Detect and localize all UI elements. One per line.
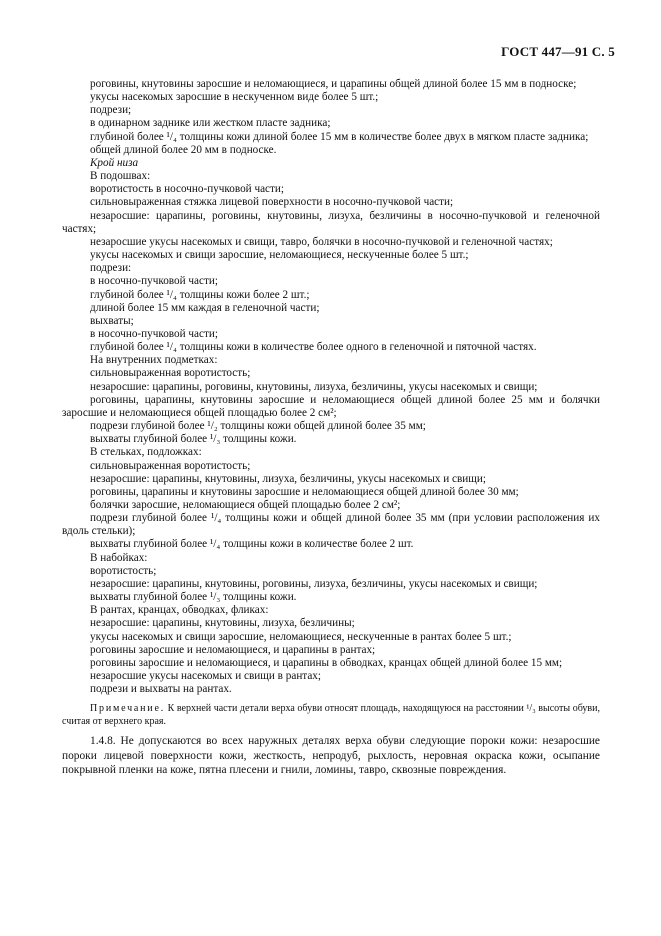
- list-line: сильновыраженная воротистость;: [90, 367, 251, 380]
- document-body: [62, 78, 600, 777]
- list-line: выхваты глубиной более ¹/₃ толщины кожи.: [90, 433, 297, 446]
- list-line: выхваты;: [90, 314, 134, 327]
- list-line: воротистость;: [90, 564, 157, 577]
- list-line: На внутренних подметках:: [90, 354, 218, 367]
- paragraph-1-4-8: 1.4.8. Не допускаются во всех наружных деталях верха обуви следующие пороки кожи: незаросшие пороки лицевой поверхности кожи, жесткость, непродуб, рыхлость, неровная окраска кожи, осыпание покрывной пленки на коже, пятна плесени и гнили, ломины, тавро, сквозные повреждения.: [62, 735, 600, 776]
- list-line: воротистость в носочно-пучковой части;: [90, 183, 284, 196]
- list-line: глубиной более ¹/₄ толщины кожи более 2 шт.;: [90, 288, 310, 301]
- list-line: глубиной более ¹/₄ толщины кожи в количестве более одного в геленочной и пяточной частях.: [90, 341, 537, 354]
- list-line: в одинарном заднике или жестком пласте задника;: [90, 117, 331, 130]
- list-line: В рантах, кранцах, обводках, фликах:: [90, 604, 269, 617]
- list-line: общей длиной более 20 мм в подноске.: [90, 143, 277, 156]
- list-line: сильновыраженная стяжка лицевой поверхности в носочно-пучковой части;: [90, 196, 454, 209]
- list-line: сильновыраженная воротистость;: [90, 459, 251, 472]
- list-line: роговины заросшие и неломающиеся, и царапины в рантах;: [90, 643, 376, 656]
- defect-list: [62, 78, 600, 696]
- list-line: незаросшие: царапины, кнутовины, роговины, лизуха, безличины, укусы насекомых и свищи;: [90, 577, 538, 590]
- list-line: незаросшие: царапины, кнутовины, лизуха, безличины, укусы насекомых и свищи;: [90, 472, 486, 485]
- list-line: подрези и выхваты на рантах.: [90, 683, 232, 696]
- note-label: Примечание.: [90, 703, 166, 715]
- list-line: болячки заросшие, неломающиеся общей площадью более 2 см²;: [90, 499, 401, 511]
- list-line: укусы насекомых и свищи заросшие, неломающиеся, нескученные в рантах более 5 шт.;: [90, 630, 512, 643]
- list-line: незаросшие: царапины, кнутовины, лизуха, безличины;: [90, 617, 355, 630]
- list-line: незаросшие укусы насекомых и свищи, тавро, болячки в носочно-пучковой и геленочной частях;: [90, 235, 553, 248]
- list-line: в носочно-пучковой части;: [90, 327, 218, 340]
- list-line: подрези глубиной более ¹/₂ толщины кожи общей длиной более 35 мм;: [90, 420, 426, 433]
- list-line: подрези глубиной более ¹/₄ толщины кожи и общей длиной более 35 мм (при условии расположения их вдоль стельки);: [62, 512, 600, 538]
- list-line: выхваты глубиной более ¹/₄ толщины кожи в количестве более 2 шт.: [90, 538, 414, 551]
- list-line: глубиной более ¹/₄ толщины кожи длиной более 15 мм в количестве более двух в мягком пласте задника;: [90, 130, 589, 143]
- page-header: ГОСТ 447—91 С. 5: [501, 44, 615, 59]
- list-line: роговины, царапины и кнутовины заросшие и неломающиеся общей длиной более 30 мм;: [90, 485, 519, 498]
- list-line: В набойках:: [90, 551, 148, 564]
- note-text: К верхней части детали верха обуви относят площадь, находящуюся на расстоянии ¹/₃ высоты обуви, считая от верхнего края.: [62, 703, 600, 727]
- list-line: незаросшие укусы насекомых и свищи в рантах;: [90, 670, 322, 683]
- list-line: роговины, кнутовины заросшие и неломающиеся, и царапины общей длиной более 15 мм в подноске;: [90, 78, 577, 90]
- list-line: роговины заросшие и неломающиеся, и царапины в обводках, кранцах общей длиной более 15 мм;: [90, 656, 563, 669]
- list-line: длиной более 15 мм каждая в геленочной части;: [90, 301, 320, 314]
- list-line: укусы насекомых заросшие в нескученном виде более 5 шт.;: [90, 91, 379, 104]
- list-line: выхваты глубиной более ¹/₃ толщины кожи.: [90, 591, 297, 604]
- list-line: В стельках, подложках:: [90, 446, 202, 459]
- list-line: в носочно-пучковой части;: [90, 275, 218, 288]
- list-line: роговины, царапины, кнутовины заросшие и неломающиеся общей длиной более 25 мм и болячки заросшие и неломающиеся общей площадью более 2 см²;: [62, 393, 600, 419]
- note: [62, 703, 600, 728]
- list-line: незаросшие: царапины, роговины, кнутовины, лизуха, безличины, укусы насекомых и свищи;: [90, 380, 538, 393]
- list-line: укусы насекомых и свищи заросшие, неломающиеся, нескученные более 5 шт.;: [90, 249, 469, 262]
- list-line: подрези;: [90, 104, 132, 117]
- list-line: В подошвах:: [90, 170, 151, 183]
- list-line: подрези:: [90, 262, 132, 275]
- section-heading: Крой низа: [90, 156, 139, 169]
- list-line: незаросшие: царапины, роговины, кнутовины, лизуха, безличины в носочно-пучковой и геленочной частях;: [62, 209, 600, 235]
